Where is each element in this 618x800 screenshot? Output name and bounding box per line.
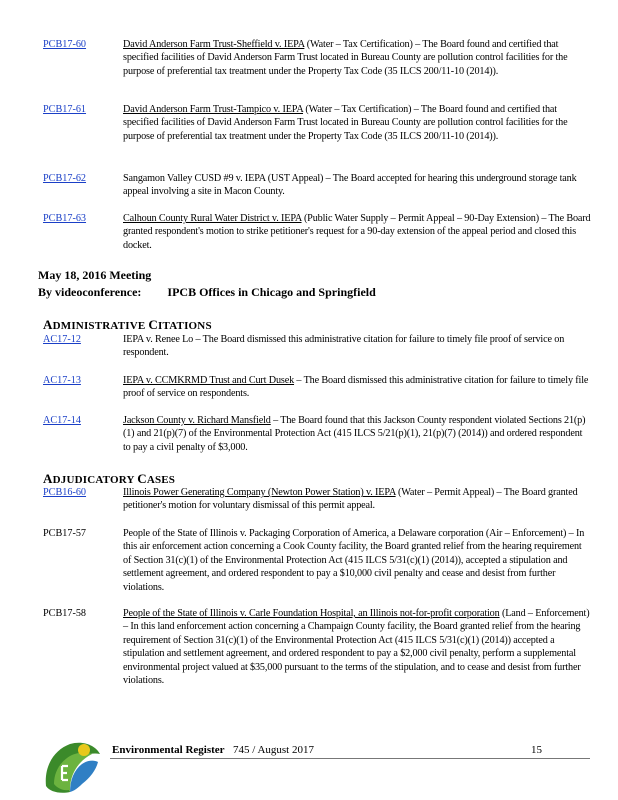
case-summary: IEPA v. Renee Lo – The Board dismissed this administrative citation for failure to timely file proof of service on respondent. (123, 334, 565, 359)
publication-title: Environmental Register (112, 744, 225, 756)
section-heading-administrative-citations: ADMINISTRATIVE CITATIONS (43, 317, 212, 332)
case-summary: – The Board found that this Jackson County respondent violated Sections 21(p)(1) and 21(p)(7) of the Environmental Protection Act (415 ILCS 5/21(p)(1), 21(p)(7) (2014)) and ordered respondent to pay a civil penalty of $3,000. (123, 415, 586, 453)
docket-link[interactable]: AC17-12 (43, 334, 81, 345)
case-title: David Anderson Farm Trust-Sheffield v. IEPA (123, 39, 305, 50)
docket-link[interactable]: PCB17-63 (43, 213, 87, 224)
case-title: Calhoun County Rural Water District v. IEPA (123, 213, 302, 224)
docket-number: PCB17-58 (43, 608, 87, 619)
section-heading-adjudicatory-cases: ADJUDICATORY CASES (43, 471, 176, 486)
docket-number: PCB17-57 (43, 528, 87, 539)
entry-body (123, 212, 591, 252)
docket-link[interactable]: PCB17-62 (43, 173, 87, 184)
case-summary: (Public Water Supply – Permit Appeal – 90-Day Extension) – The Board granted respondent's motion to strike petitioner's request for a 90-day extension of the appeal period and closed this docket. (123, 213, 591, 251)
case-title: People of the State of Illinois v. Carle Foundation Hospital, an Illinois not-for-profit corporation (123, 608, 500, 619)
case-title: Jackson County v. Richard Mansfield (123, 415, 271, 426)
case-summary: – The Board dismissed this administrative citation for failure to timely file proof of service on respondents. (123, 375, 589, 400)
case-summary: (Land – Enforcement) – In this land enforcement action concerning a Champaign County facility, the Board granted relief from the hearing requirement of Section 31(c)(1) of the Environmental Protection Act (415 ILCS 5/31(c)(1) (2014)) accepted a stipulation and settlement agreement, and ordered respondent to pay a $2,000 civil penalty, perform a supplemental environmental project valued at $35,000 pursuant to the terms of the stipulation, and to cease and desist from further violations. (123, 608, 590, 687)
meeting-method: By videoconference: (38, 285, 142, 299)
docket-link[interactable]: PCB16-60 (43, 487, 87, 498)
entry-body (123, 414, 591, 454)
environmental-register-logo-icon (40, 736, 104, 796)
issue-number: 745 / August 2017 (233, 744, 314, 756)
entry-body (123, 486, 591, 513)
footer-divider (110, 758, 590, 759)
docket-link[interactable]: PCB17-61 (43, 104, 87, 115)
page-footer (40, 732, 600, 800)
docket-link[interactable]: PCB17-60 (43, 39, 87, 50)
entry-body (123, 172, 591, 199)
entry-body (123, 527, 591, 594)
case-title: David Anderson Farm Trust-Tampico v. IEPA (123, 104, 304, 115)
case-summary: People of the State of Illinois v. Packaging Corporation of America, a Delaware corporation (Air – Enforcement) – In this air enforcement action concerning a Cook County facility, the Board granted relief from the hearing requirement of Section 31(c)(1) of the Environmental Protection Act (415 ILCS 5/31(c)(1) (2014)), accepted a stipulation and settlement agreement, and ordered respondent to pay a $10,000 civil penalty and cease and desist from further violations. (123, 528, 585, 593)
case-summary: Sangamon Valley CUSD #9 v. IEPA (UST Appeal) – The Board accepted for hearing this underground storage tank appeal involving a site in Macon County. (123, 173, 577, 198)
meeting-location-heading (38, 285, 376, 300)
case-summary: (Water – Tax Certification) – The Board found and certified that specified facilities of David Anderson Farm Trust located in Bureau County are pollution control facilities for the purpose of preferential tax treatment under the Property Tax Code (35 ILCS 200/11-10 (2014)). (123, 39, 568, 77)
meeting-place: IPCB Offices in Chicago and Springfield (167, 285, 376, 299)
docket-link[interactable]: AC17-14 (43, 415, 81, 426)
page-number: 15 (531, 744, 542, 756)
case-summary: (Water – Permit Appeal) – The Board granted petitioner's motion for voluntary dismissal of this permit appeal. (123, 487, 578, 512)
entry-body (123, 333, 591, 360)
entry-body (123, 38, 591, 78)
case-summary: (Water – Tax Certification) – The Board found and certified that specified facilities of David Anderson Farm Trust located in Bureau County are pollution control facilities for the purpose of preferential tax treatment under the Property Tax Code (35 ILCS 200/11-10 (2014)). (123, 104, 568, 142)
entry-body (123, 374, 591, 401)
meeting-date-heading: May 18, 2016 Meeting (38, 268, 152, 282)
docket-link[interactable]: AC17-13 (43, 375, 81, 386)
entry-body (123, 103, 591, 143)
case-title: Illinois Power Generating Company (Newton Power Station) v. IEPA (123, 487, 396, 498)
entry-body (123, 607, 591, 687)
case-title: IEPA v. CCMKRMD Trust and Curt Dusek (123, 375, 295, 386)
